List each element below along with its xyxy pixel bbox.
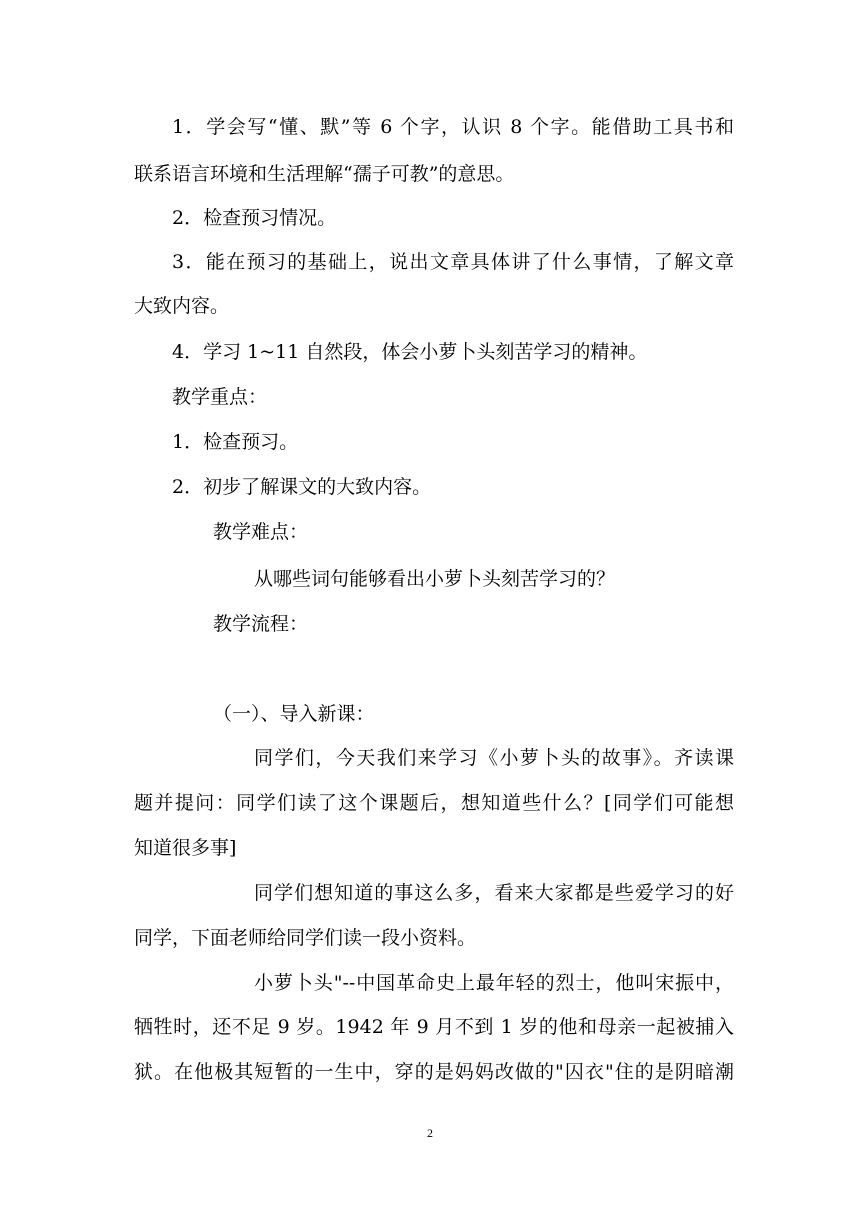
para-2-line-2: 同学，下面老师给同学们读一段小资料。 [134,927,477,949]
difficulty-text: 从哪些词句能够看出小萝卜头刻苦学习的？ [254,568,616,590]
objective-1-line-1: 1．学会写“懂、默”等 6 个字，认识 8 个字。能借助工具书和 [172,116,734,138]
heading-teaching-focus: 教学重点： [172,386,268,408]
para-1-line-3: 知道很多事] [134,837,237,859]
objective-1-line-2: 联系语言环境和生活理解“孺子可教”的意思。 [134,163,515,185]
section-heading-intro: （一）、导入新课： [213,703,375,725]
heading-teaching-process: 教学流程： [213,613,309,635]
para-1-line-2: 题并提问：同学们读了这个课题后，想知道些什么？[同学们可能想 [134,792,734,814]
objective-2: 2．检查预习情况。 [172,207,337,229]
focus-1: 1．检查预习。 [172,431,299,453]
heading-teaching-difficulty: 教学难点： [213,521,309,543]
page-number: 2 [427,1126,433,1140]
para-1-line-1: 同学们，今天我们来学习《小萝卜头的故事》。齐读课 [254,747,734,769]
objective-4: 4．学习 1~11 自然段，体会小萝卜头刻苦学习的精神。 [172,341,648,363]
para-3-line-3: 狱。在他极其短暂的一生中，穿的是妈妈改做的"囚衣"住的是阴暗潮 [134,1061,734,1083]
para-2-line-1: 同学们想知道的事这么多，看来大家都是些爱学习的好 [254,882,734,904]
objective-3-line-1: 3．能在预习的基础上，说出文章具体讲了什么事情，了解文章 [172,251,734,273]
focus-2: 2．初步了解课文的大致内容。 [172,476,432,498]
para-3-line-2: 牺牲时，还不足 9 岁。1942 年 9 月不到 1 岁的他和母亲一起被捕入 [134,1016,734,1038]
objective-3-line-2: 大致内容。 [134,295,230,317]
para-3-line-1: 小萝卜头"--中国革命史上最年轻的烈士，他叫宋振中， [254,972,734,994]
